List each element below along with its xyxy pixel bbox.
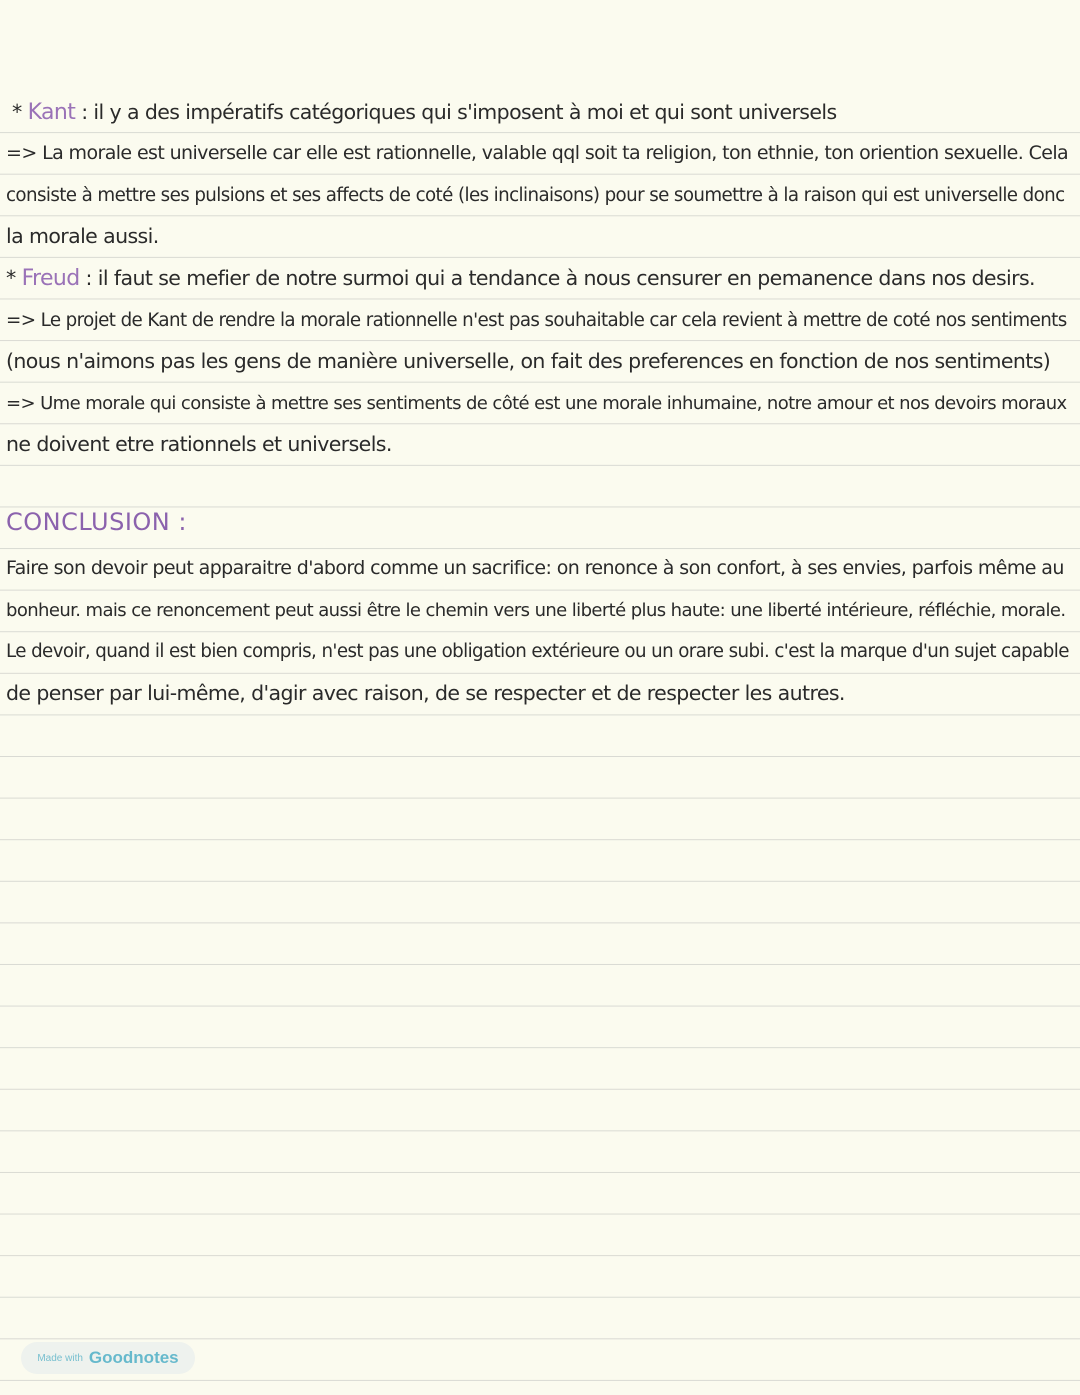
kant-body-line-1: => La morale est universelle car elle est rationnelle, valable qql soit ta religion, ton ethnie, ton oriention sexuelle. Cela	[6, 142, 1069, 164]
conclusion-line-4: de penser par lui-même, d'agir avec raison, de se respecter et de respecter les autres.	[6, 681, 845, 705]
kant-line	[12, 92, 837, 134]
kant-name: Kant	[27, 100, 76, 125]
goodnotes-logo: Goodnotes	[88, 1348, 179, 1367]
bullet: *	[6, 266, 22, 290]
freud-body-line-3: => Ume morale qui consiste à mettre ses sentiments de côté est une morale inhumaine, notre amour et nos devoirs moraux	[6, 393, 1067, 414]
kant-statement: : il y a des impératifs catégoriques qui s'imposent à moi et qui sont universels	[75, 100, 837, 124]
freud-name: Freud	[21, 266, 80, 291]
conclusion-line-3: Le devoir, quand il est bien compris, n'est pas une obligation extérieure ou un orare subi. c'est la marque d'un sujet capable	[6, 641, 1069, 662]
freud-body-line-4: ne doivent etre rationnels et universels.	[6, 432, 392, 456]
made-with-label: Made with	[37, 1352, 83, 1364]
goodnotes-badge[interactable]	[21, 1342, 195, 1374]
freud-body-line-2: (nous n'aimons pas les gens de manière universelle, on fait des preferences en fonction de nos sentiments)	[6, 349, 1051, 373]
freud-statement: : il faut se mefier de notre surmoi qui a tendance à nous censurer en pemanence dans nos desirs.	[79, 266, 1035, 290]
conclusion-heading: CONCLUSION :	[6, 508, 187, 536]
kant-body-line-2: consiste à mettre ses pulsions et ses affects de coté (les inclinaisons) pour se soumettre à la raison qui est universelle donc	[6, 185, 1065, 206]
conclusion-line-2: bonheur. mais ce renoncement peut aussi être le chemin vers une liberté plus haute: une liberté intérieure, réfléchie, morale.	[6, 600, 1066, 621]
freud-body-line-1: => Le projet de Kant de rendre la morale rationnelle n'est pas souhaitable car cela revient à mettre de coté nos sentiments	[6, 310, 1067, 331]
conclusion-line-1: Faire son devoir peut apparaitre d'abord comme un sacrifice: on renonce à son confort, à ses envies, parfois même au	[6, 557, 1064, 579]
freud-line	[6, 258, 1035, 300]
bullet: *	[12, 100, 28, 124]
kant-body-line-3: la morale aussi.	[6, 224, 159, 248]
